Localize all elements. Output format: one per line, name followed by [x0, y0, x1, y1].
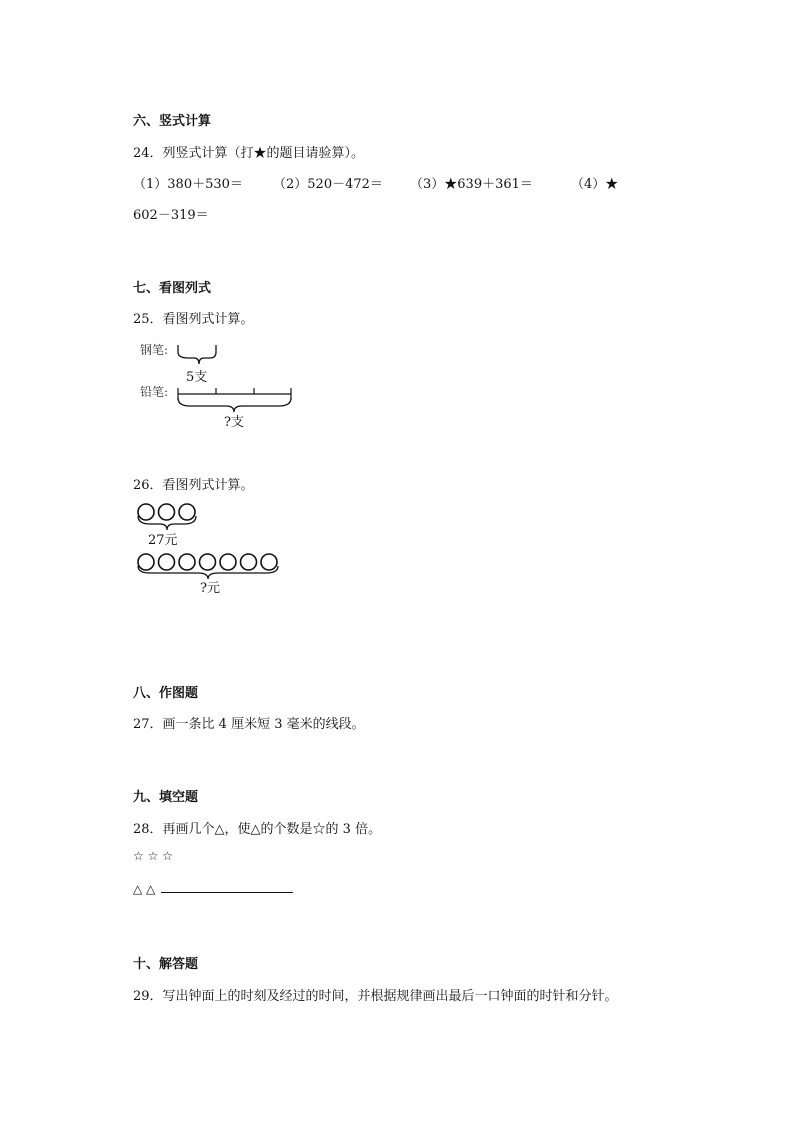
bottom-circle-4 [200, 554, 216, 570]
question-24-continuation: 602－319＝ [133, 208, 209, 223]
question-24-item-3: （3）★639＋361＝ [410, 177, 533, 192]
question-24-item-1: （1）380＋530＝ [133, 177, 243, 192]
bottom-circles-brace [138, 566, 278, 579]
bottom-circle-7 [261, 554, 277, 570]
section-heading-8: 八、作图题 [133, 686, 199, 701]
question-24-stem: 24．列竖式计算（打★的题目请验算）。 [133, 146, 365, 161]
question-25-stem: 25．看图列式计算。 [133, 312, 254, 327]
pencil-count: ?支 [224, 415, 244, 430]
pencil-brace [178, 398, 291, 412]
question-27-stem: 27．画一条比 4 厘米短 3 毫米的线段。 [133, 717, 365, 732]
section-heading-10: 十、解答题 [133, 957, 199, 972]
section-heading-9: 九、填空题 [133, 790, 199, 805]
money-circle-diagram [134, 500, 294, 600]
pencil-label: 铅笔: [140, 385, 169, 399]
triangle-symbols: △ △ [133, 882, 156, 896]
question-26-stem: 26．看图列式计算。 [133, 478, 254, 493]
answer-blank-line[interactable] [161, 880, 293, 893]
pen-pencil-diagram [136, 336, 306, 436]
bottom-circle-6 [241, 554, 257, 570]
pen-brace [178, 345, 216, 364]
question-29-stem: 29．写出钟面上的时刻及经过的时间，并根据规律画出最后一口钟面的时针和分针。 [133, 989, 618, 1004]
question-24-item-4: （4）★ [571, 177, 619, 192]
top-circles-value: 27元 [148, 533, 178, 548]
question-28-stem: 28．再画几个△，使△的个数是☆的 3 倍。 [133, 822, 382, 837]
section-heading-6: 六、竖式计算 [133, 114, 212, 129]
bottom-circle-1 [138, 554, 154, 570]
triangle-row [133, 880, 293, 896]
top-circles [138, 504, 195, 520]
section-heading-7: 七、看图列式 [133, 281, 212, 296]
bottom-circle-3 [179, 554, 195, 570]
bottom-circles-value: ?元 [200, 581, 220, 596]
top-circle-1 [138, 504, 154, 520]
question-24-item-2: （2）520－472＝ [273, 177, 383, 192]
top-circle-3 [179, 504, 195, 520]
bottom-circles [138, 554, 277, 570]
top-circles-brace [138, 516, 196, 530]
pen-count: 5支 [186, 370, 208, 385]
top-circle-2 [159, 504, 175, 520]
star-row: ☆ ☆ ☆ [133, 849, 173, 863]
pen-label: 钢笔: [140, 343, 169, 357]
bottom-circle-2 [159, 554, 175, 570]
bottom-circle-5 [220, 554, 236, 570]
